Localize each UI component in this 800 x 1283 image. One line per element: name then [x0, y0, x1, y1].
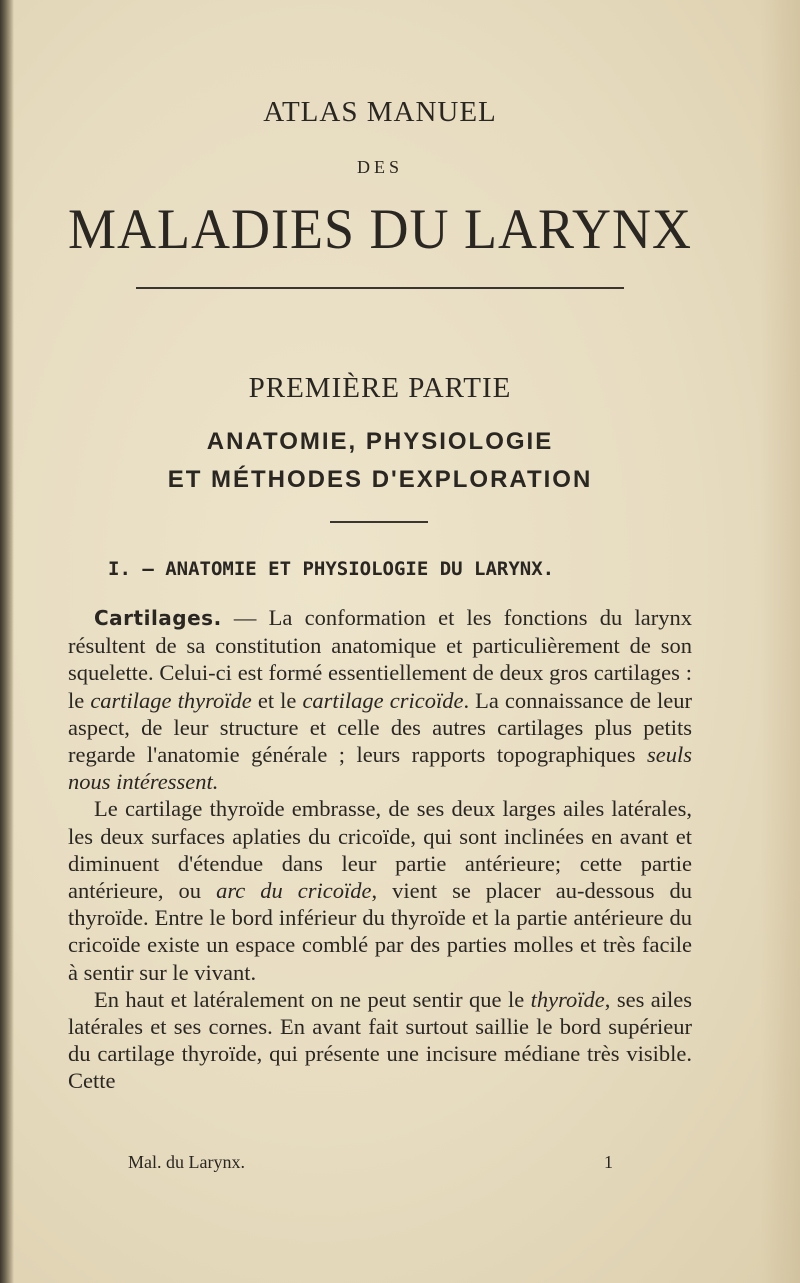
title-atlas-manuel: ATLAS MANUEL: [263, 96, 497, 128]
text-run: — La conformation et les fonctions du larynx résultent de sa constitution anatomique et particulièrement de son squelette. Celui-ci est formé essentiellement de deux gros cartilages : le: [68, 605, 692, 713]
paragraph-cartilages: [68, 604, 692, 795]
section-heading: I. — ANATOMIE ET PHYSIOLOGIE DU LARYNX.: [108, 558, 555, 580]
part-subtitle-line2: ET MÉTHODES D'EXPLORATION: [167, 466, 593, 493]
italic-term: thyroïde: [530, 986, 605, 1012]
italic-term: arc du cricoïde: [216, 878, 372, 904]
italic-term: seuls nous intéressent.: [68, 742, 692, 795]
text-run: et le: [251, 687, 303, 713]
body-text: [68, 604, 692, 1095]
part-divider: [330, 521, 428, 523]
title-divider: [136, 287, 624, 289]
text-run: , ses ailes latérales et ses cornes. En avant fait surtout saillie le bord supérieur du cartilage thyroïde, qui présente une incisure médiane très visible. Cette: [68, 986, 692, 1094]
italic-term: cartilage cricoïde: [302, 687, 464, 713]
paragraph-lead: Cartilages.: [94, 606, 222, 630]
title-des: DES: [356, 157, 403, 177]
part-heading: PREMIÈRE PARTIE: [248, 372, 512, 404]
title-maladies-du-larynx: MALADIES DU LARYNX: [68, 197, 692, 261]
part-subtitle-line1: ANATOMIE, PHYSIOLOGIE: [206, 428, 554, 455]
paragraph-thyroide: [68, 795, 692, 985]
book-spine-shadow: [0, 0, 14, 1283]
italic-term: cartilage thyroïde: [90, 687, 252, 713]
text-run: En haut et latéralement on ne peut sentir que le: [94, 986, 531, 1012]
text-run: . La connaissance de leur aspect, de leur structure et celle des autres cartilages plus petits regarde l'anatomie générale ; leurs rapports topographiques: [68, 687, 692, 768]
paragraph-en-haut: [68, 986, 692, 1095]
text-run: Le cartilage thyroïde embrasse, de ses deux larges ailes latérales, les deux surfaces aplaties du cricoïde, qui sont inclinées en avant et diminuent d'étendue dans leur partie antérieure; cette partie antérieure, ou: [68, 796, 692, 904]
footer-signature-number: 1: [604, 1152, 613, 1172]
page-edge-shadow: [760, 0, 800, 1283]
footer-signature: Mal. du Larynx.: [128, 1152, 245, 1172]
text-run: , vient se placer au-dessous du thyroïde. Entre le bord inférieur du thyroïde et la partie antérieure du cricoïde existe un espace comblé par des parties molles et très facile à sentir sur le vivant.: [68, 878, 692, 985]
